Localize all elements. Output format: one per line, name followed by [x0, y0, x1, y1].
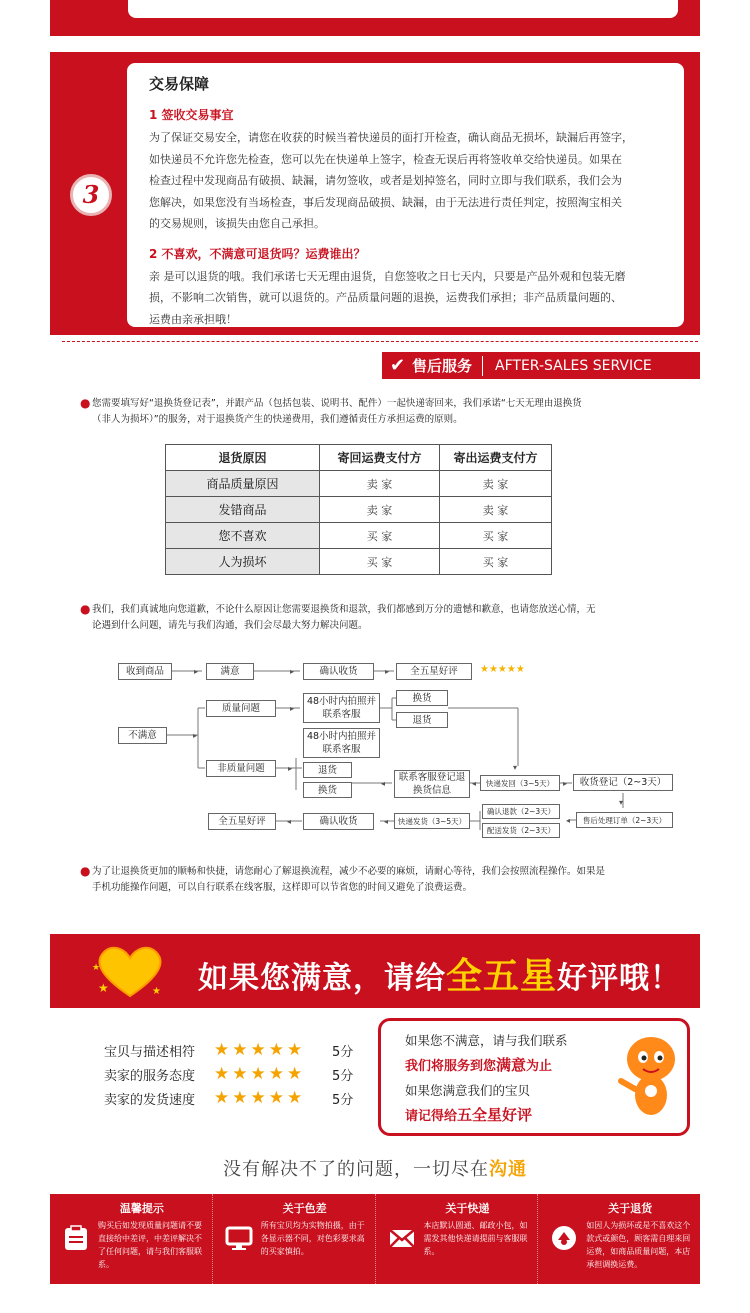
flow-confirm-2: 确认收货 — [303, 813, 374, 830]
contact-line-4b: 五全星好评 — [457, 1106, 533, 1124]
note-paragraph-2 — [80, 602, 672, 634]
flow-register: 联系客服登记退换货信息 — [394, 770, 470, 798]
table-cell: 您不喜欢 — [166, 523, 320, 549]
flow-quality: 质量问题 — [206, 700, 276, 717]
text-line: 损，不影响二次销售，就可以退货的。产品质量问题的退换，运费我们承担；非产品质量问题的、 — [149, 291, 622, 304]
guarantee-title: 交易保障 — [149, 75, 210, 93]
text-line: 论遇到什么问题，请先与我们沟通，我们会尽最大努力解决问题。 — [92, 620, 368, 631]
flow-satisfied: 满意 — [206, 663, 254, 680]
tip-title: 关于色差 — [282, 1202, 327, 1215]
rating-row — [104, 1062, 353, 1086]
svg-text:◂: ◂ — [566, 816, 571, 825]
guarantee-text-1 — [149, 127, 666, 235]
bullet-icon: ● — [80, 864, 91, 878]
table-cell: 卖 家 — [320, 497, 440, 523]
contact-card — [378, 1018, 690, 1136]
text-line: （非人为损坏）”的服务，对于退换货产生的快递费用，我们遵循责任方承担运费的原则。 — [92, 414, 463, 425]
slogan-highlight: 沟通 — [489, 1159, 527, 1180]
flow-confirm: 确认收货 — [303, 663, 374, 680]
text-line: 的交易规则，该损失由您自己承担。 — [149, 217, 325, 230]
flow-ship-out: 配送发货（2~3天） — [482, 823, 560, 838]
svg-text:◂: ◂ — [287, 817, 292, 826]
svg-text:▾: ▾ — [513, 763, 518, 772]
bullet-icon: ● — [80, 396, 91, 410]
text-line: 检查过程中发现商品有破损、缺漏，请勿签收，或者是划掉签名，同时立即与我们联系，我们会为 — [149, 174, 622, 187]
envelope-icon — [388, 1224, 416, 1252]
bullet-icon: ● — [80, 602, 91, 616]
column-header: 退货原因 — [166, 445, 320, 471]
flow-confirm-refund: 确认退款（2~3天） — [482, 804, 560, 819]
table-cell: 商品质量原因 — [166, 471, 320, 497]
column-header: 寄出运费支付方 — [440, 445, 552, 471]
table-row — [166, 523, 552, 549]
flow-exchange-2: 换货 — [303, 782, 352, 798]
table-cell: 卖 家 — [440, 471, 552, 497]
note-paragraph-1 — [80, 396, 672, 428]
tip-title: 温馨提示 — [119, 1202, 164, 1215]
contact-line-2a: 我们将服务到您 — [405, 1059, 497, 1074]
flow-return-2: 退货 — [303, 762, 352, 778]
heart-handshake-icon — [90, 940, 170, 1000]
text-line: 运费由亲承担哦！ — [149, 312, 237, 326]
flow-five-star-2: 全五星好评 — [208, 813, 276, 830]
table-cell: 买 家 — [440, 549, 552, 575]
tip-express — [376, 1194, 539, 1284]
table-cell: 买 家 — [320, 523, 440, 549]
table-cell: 买 家 — [440, 523, 552, 549]
after-sales-header — [382, 352, 700, 379]
svg-text:★: ★ — [98, 981, 109, 995]
text-line: 如快递员不允许您先检查，您可以先在快递单上签字，检查无误后再将签收单交给快递员。如果在 — [149, 152, 622, 166]
table-row — [166, 549, 552, 575]
svg-text:★: ★ — [92, 963, 101, 973]
guarantee-card — [127, 63, 684, 327]
svg-text:★: ★ — [152, 986, 161, 997]
flow-photo-2: 48小时内拍照并联系客服 — [303, 728, 380, 758]
tip-color-difference — [213, 1194, 376, 1284]
text-line: 您需要填写好“退换货登记表”，并跟产品（包括包装、说明书、配件）一起快递寄回来，我们承诺“七天无理由退换货 — [92, 398, 582, 409]
five-star-banner — [50, 934, 700, 1008]
contact-line-2b: 满意 — [496, 1056, 527, 1074]
tip-warm-reminder — [50, 1194, 213, 1284]
tip-title: 关于退货 — [608, 1202, 653, 1215]
svg-text:▾: ▾ — [619, 798, 624, 807]
tip-body: 所有宝贝均为实物拍摄，由于各显示器不同，对色彩要求高的买家慎拍。 — [260, 1221, 365, 1256]
table-cell: 人为损坏 — [166, 549, 320, 575]
table-cell: 买 家 — [320, 549, 440, 575]
rating-score: 5分 — [332, 1068, 354, 1084]
flow-five-star: 全五星好评 — [396, 663, 472, 680]
flow-photo-1: 48小时内拍照并联系客服 — [303, 693, 380, 723]
guarantee-heading-1: 1 签收交易事宜 — [149, 108, 234, 122]
banner-highlight: 全五星 — [446, 956, 558, 997]
rating-row — [104, 1038, 353, 1062]
svg-text:◂: ◂ — [381, 779, 386, 788]
tip-title: 关于快递 — [445, 1202, 490, 1215]
rating-label: 卖家的服务态度 — [104, 1068, 196, 1084]
table-cell: 卖 家 — [320, 471, 440, 497]
monitor-icon — [225, 1224, 253, 1252]
flow-received: 收到商品 — [118, 663, 172, 680]
column-header: 寄回运费支付方 — [320, 445, 440, 471]
slogan — [0, 1155, 750, 1181]
table-cell: 卖 家 — [440, 497, 552, 523]
trade-guarantee-section — [50, 52, 700, 335]
table-row — [166, 497, 552, 523]
rating-label: 卖家的发货速度 — [104, 1092, 196, 1108]
flow-unsatisfied: 不满意 — [118, 727, 167, 744]
rating-row — [104, 1086, 353, 1110]
svg-text:▸: ▸ — [385, 667, 390, 676]
banner-text-post: 好评哦！ — [557, 961, 682, 996]
svg-text:▸: ▸ — [194, 667, 199, 676]
check-icon: ✔ — [390, 355, 406, 376]
tip-body: 如因人为损坏或是不喜欢这个款式或颜色，顾客需自理来回运费，如商品质量问题，本店承担调换运费。 — [586, 1221, 691, 1269]
note-paragraph-3 — [80, 864, 672, 896]
banner-text — [198, 948, 681, 999]
top-white-card-remnant — [128, 0, 678, 18]
svg-text:▸: ▸ — [290, 667, 295, 676]
after-sales-title-en: AFTER-SALES SERVICE — [495, 357, 652, 374]
tip-return — [538, 1194, 700, 1284]
guarantee-heading-2: 2 不喜欢，不满意可退货吗？运费谁出？ — [149, 246, 366, 261]
text-line: 亲 是可以退货的哦。我们承诺七天无理由退货，自您签收之日七天内，只要是产品外观和包装无磨 — [149, 269, 626, 283]
contact-line-1: 如果您不满意，请与我们联系 — [405, 1033, 568, 1048]
table-row — [166, 471, 552, 497]
text-line: 我们，我们真诚地向您道歉，不论什么原因让您需要退换货和退款，我们都感到万分的遗憾和歉意，也请您放送心情，无 — [92, 604, 596, 615]
star-icon: ★★★★★ — [214, 1064, 306, 1084]
tips-footer — [50, 1194, 700, 1284]
after-sales-title-cn: 售后服务 — [412, 356, 483, 376]
mini-star-rating: ★★★★★ — [480, 664, 525, 675]
svg-text:◂: ◂ — [384, 817, 389, 826]
tip-body: 本店默认圆通、邮政小包，如需发其他快递请提前与客服联系。 — [423, 1221, 528, 1256]
rating-score: 5分 — [332, 1092, 354, 1108]
slogan-text: 没有解决不了的问题，一切尽在 — [223, 1159, 489, 1180]
table-cell: 发错商品 — [166, 497, 320, 523]
flow-ship-back: 快递发回（3~5天） — [480, 775, 560, 791]
svg-text:▸: ▸ — [193, 731, 198, 740]
contact-line-3: 如果您满意我们的宝贝 — [405, 1083, 531, 1098]
mascot-icon — [615, 1031, 681, 1121]
contact-line-2c: 为止 — [526, 1059, 553, 1074]
svg-text:▸: ▸ — [563, 779, 568, 788]
rating-label: 宝贝与描述相符 — [104, 1044, 196, 1060]
rating-score: 5分 — [332, 1044, 354, 1060]
text-line: 手机功能操作问题，可以自行联系在线客服，这样即可以节省您的时间又避免了浪费运费。 — [92, 882, 473, 893]
contact-line-4a: 请记得给 — [405, 1109, 458, 1124]
guarantee-text-2 — [149, 266, 666, 331]
return-icon — [550, 1224, 578, 1252]
svg-text:▸: ▸ — [290, 704, 295, 713]
clipboard-icon — [62, 1224, 90, 1252]
top-red-band — [50, 0, 700, 36]
flow-exchange: 换货 — [396, 690, 448, 706]
svg-text:▸: ▸ — [288, 764, 293, 773]
star-icon: ★★★★★ — [214, 1040, 306, 1060]
flow-express-ship: 快递发货（3~5天） — [394, 813, 470, 829]
flow-non-quality: 非质量问题 — [206, 760, 276, 777]
section-number-badge: 3 — [70, 174, 112, 216]
banner-text-pre: 如果您满意，请给 — [198, 961, 446, 996]
svg-text:◂: ◂ — [472, 779, 477, 788]
table-header-row — [166, 445, 552, 471]
flow-return: 退货 — [396, 712, 448, 728]
flow-register-receipt: 收货登记（2~3天） — [573, 774, 673, 791]
tip-body: 购买后如发现质量问题请不要直接给中差评，中差评解决不了任何问题，请与我们客服联系。 — [98, 1221, 202, 1269]
text-line: 您解决，如果您没有当场检查，事后发现商品破损、缺漏，由于无法进行责任判定，按照淘宝相关 — [149, 195, 622, 209]
text-line: 为了让退换货更加的顺畅和快捷，请您耐心了解退换流程，减少不必要的麻烦，请耐心等待，我们会按照流程操作。如果是 — [92, 866, 606, 877]
flow-processing: 售后处理订单（2~3天） — [576, 812, 673, 828]
dotted-divider — [62, 341, 698, 342]
star-icon: ★★★★★ — [214, 1088, 306, 1108]
rating-list — [104, 1038, 353, 1110]
text-line: 为了保证交易安全，请您在收获的时候当着快递员的面打开检查，确认商品无损坏，缺漏后再签字， — [149, 131, 633, 144]
return-fee-table — [165, 444, 552, 575]
